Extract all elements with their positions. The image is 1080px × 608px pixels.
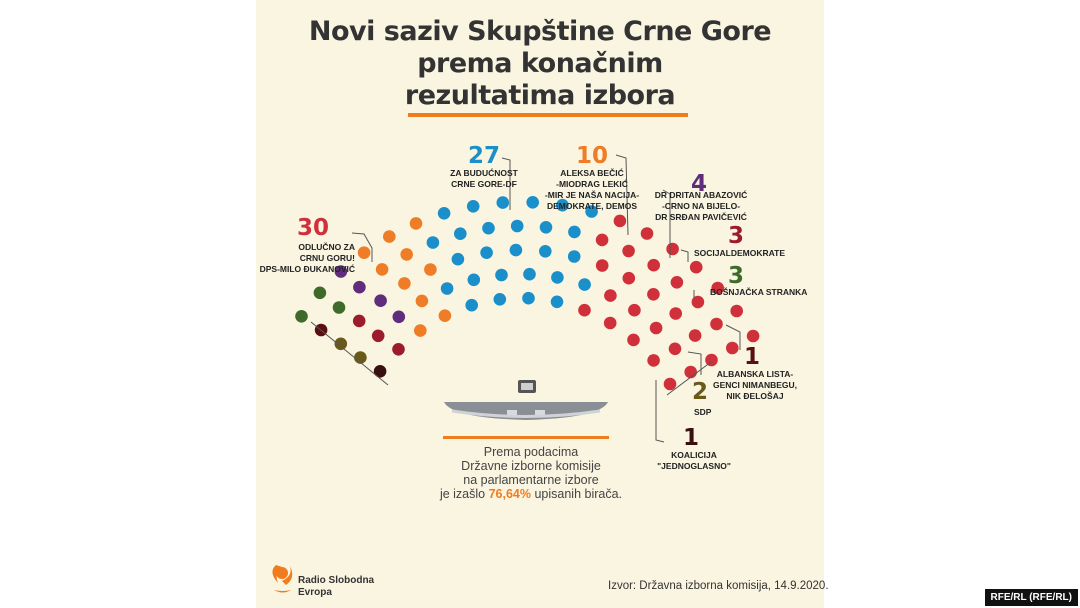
dps-label-line: DPS-MILO ĐUKANOVIĆ	[259, 264, 355, 274]
title-line-3: rezultatima izbora	[404, 80, 676, 111]
seat-party-2	[510, 244, 523, 257]
seat-party-4	[353, 281, 366, 294]
seat-party-1	[684, 366, 697, 379]
seat-party-2	[438, 207, 451, 220]
title-line-2: prema konačnim	[417, 48, 663, 79]
seat-party-1	[622, 245, 635, 258]
bs-seat-count: 3	[728, 263, 745, 289]
seat-party-3	[383, 230, 396, 243]
dps-label	[256, 242, 355, 275]
ura-label-line: -CRNO NA BIJELO-	[661, 201, 741, 211]
seat-party-3	[400, 248, 413, 261]
logo-text	[298, 575, 374, 599]
al-label	[702, 369, 808, 402]
turnout-percentage: 76,64%	[488, 487, 531, 501]
seat-party-2	[454, 227, 467, 240]
seat-party-2	[495, 269, 508, 282]
speaker-podium	[444, 380, 608, 420]
leader-line-sd	[681, 250, 688, 262]
jednoglasno-label-line: "JEDNOGLASNO"	[657, 461, 731, 471]
df-label-line: CRNE GORE-DF	[451, 179, 517, 189]
ura-label	[648, 190, 754, 223]
seat-party-2	[441, 282, 454, 295]
seat-party-1	[627, 334, 640, 347]
seat-party-1	[669, 307, 682, 320]
al-label-line: GENCI NIMANBEGU,	[712, 380, 798, 390]
note-line: na parlamentarne izbore	[463, 473, 599, 487]
note-line: Državne izborne komisije	[461, 459, 601, 473]
ura-label-line: DR DRITAN ABAZOVIĆ	[654, 190, 748, 200]
note-line	[436, 487, 626, 501]
seat-party-5	[353, 315, 366, 328]
seat-party-3	[424, 263, 437, 276]
dps-label-line: CRNU GORU!	[299, 253, 355, 263]
seat-party-2	[523, 268, 536, 281]
demokrate-label-line: ALEKSA BEČIĆ	[560, 168, 624, 178]
demokrate-label-line: -MIR JE NAŠA NACIJA-	[544, 190, 640, 200]
seat-party-8	[335, 338, 348, 351]
seat-party-2	[551, 296, 564, 309]
podium-bench-mark	[535, 410, 545, 415]
note-text: upisanih birača.	[531, 487, 623, 501]
ura-label-line: DR SRĐAN PAVIČEVIĆ	[655, 212, 747, 222]
seat-party-1	[710, 318, 723, 331]
seat-party-2	[497, 196, 510, 209]
sdp-label: SDP	[694, 407, 712, 417]
seat-party-1	[671, 276, 684, 289]
seat-party-1	[596, 234, 609, 247]
df-label	[436, 168, 532, 190]
seat-party-3	[358, 246, 371, 259]
jednoglasno-label	[652, 450, 736, 472]
seat-party-3	[439, 309, 452, 322]
seat-party-2	[578, 278, 591, 291]
al-label-line: ALBANSKA LISTA-	[716, 369, 794, 379]
demokrate-label-line: -MIODRAG LEKIĆ	[556, 179, 628, 189]
seat-party-2	[568, 250, 581, 263]
seat-party-2	[539, 245, 552, 258]
seat-party-4	[393, 311, 406, 324]
seat-party-3	[414, 324, 427, 337]
podium-bench-mark	[507, 410, 517, 415]
dps-label-line: ODLUČNO ZA	[298, 242, 355, 252]
note-text: je izašlo	[439, 487, 489, 501]
seat-party-1	[669, 343, 682, 356]
seat-party-1	[647, 288, 660, 301]
seat-party-2	[522, 292, 535, 305]
demokrate-seat-count: 10	[575, 143, 608, 169]
demokrate-label-line: DEMOKRATE, DEMOS	[546, 201, 638, 211]
title-line-1: Novi saziv Skupštine Crne Gore	[308, 16, 772, 47]
logo-line: Radio Slobodna	[298, 575, 375, 586]
seat-party-6	[295, 310, 308, 323]
seat-party-1	[647, 259, 660, 272]
seat-party-6	[333, 301, 346, 314]
seat-party-2	[480, 246, 493, 259]
parliament-chart	[256, 0, 824, 608]
jednoglasno-label-line: KOALICIJA	[671, 450, 717, 460]
seat-party-1	[604, 289, 617, 302]
note-line: Prema podacima	[483, 445, 579, 459]
seat-party-1	[578, 304, 591, 317]
seat-party-2	[551, 271, 564, 284]
seat-party-1	[628, 304, 641, 317]
sd-seat-count: 3	[728, 223, 745, 249]
sdp-seat-count: 2	[692, 379, 709, 405]
seat-party-1	[666, 243, 679, 256]
df-seat-count: 27	[467, 143, 500, 169]
logo-icon	[272, 565, 292, 593]
seat-party-1	[690, 261, 703, 274]
seat-party-3	[410, 217, 423, 230]
ura-seat-count: 4	[690, 171, 707, 197]
seat-party-1	[604, 317, 617, 330]
dps-seat-count: 30	[296, 215, 329, 241]
seat-party-5	[392, 343, 405, 356]
seat-party-2	[468, 274, 481, 287]
leader-line-jednoglasno	[656, 380, 664, 442]
seat-party-9	[374, 365, 387, 378]
logo-line: Evropa	[298, 587, 332, 598]
seat-party-2	[465, 299, 478, 312]
seat-party-1	[692, 296, 705, 309]
seat-party-2	[540, 221, 553, 234]
seat-party-1	[641, 227, 654, 240]
logo-flame	[274, 590, 291, 593]
seat-party-2	[482, 222, 495, 235]
seat-party-2	[467, 200, 480, 213]
al-label-line: NIK ĐELOŠAJ	[726, 391, 784, 401]
seat-party-1	[650, 322, 663, 335]
photo-credit: RFE/RL (RFE/RL)	[985, 589, 1078, 606]
demokrate-label	[532, 168, 652, 212]
seat-party-2	[427, 236, 440, 249]
seat-party-1	[726, 342, 739, 355]
seat-party-1	[614, 215, 627, 228]
turnout-note	[436, 445, 626, 501]
seat-party-1	[747, 330, 760, 343]
seat-party-1	[730, 305, 743, 318]
seat-party-2	[452, 253, 465, 266]
podium-screen	[521, 383, 533, 390]
seat-party-2	[511, 220, 524, 233]
seat-party-1	[664, 378, 677, 391]
seat-party-1	[689, 329, 702, 342]
bs-label: BOŠNJAČKA STRANKA	[710, 287, 808, 297]
seat-party-2	[494, 293, 507, 306]
seat-party-2	[568, 226, 581, 239]
infographic-poster	[256, 0, 829, 608]
note-underline	[443, 436, 609, 439]
df-label-line: ZA BUDUĆNOST	[450, 168, 518, 178]
seat-party-3	[398, 277, 411, 290]
source-note: Izvor: Državna izborna komisija, 14.9.2020.	[608, 580, 829, 592]
jednoglasno-seat-count: 1	[683, 425, 700, 451]
seat-party-1	[623, 272, 636, 285]
seat-party-3	[376, 263, 389, 276]
seat-party-1	[647, 354, 660, 367]
seat-party-4	[374, 294, 387, 307]
seat-party-5	[372, 330, 385, 343]
seat-party-1	[596, 259, 609, 272]
al-seat-count: 1	[744, 344, 761, 370]
seat-group	[295, 196, 759, 390]
seat-party-3	[416, 295, 429, 308]
seat-party-6	[314, 287, 327, 300]
sd-label: SOCIJALDEMOKRATE	[694, 248, 785, 258]
